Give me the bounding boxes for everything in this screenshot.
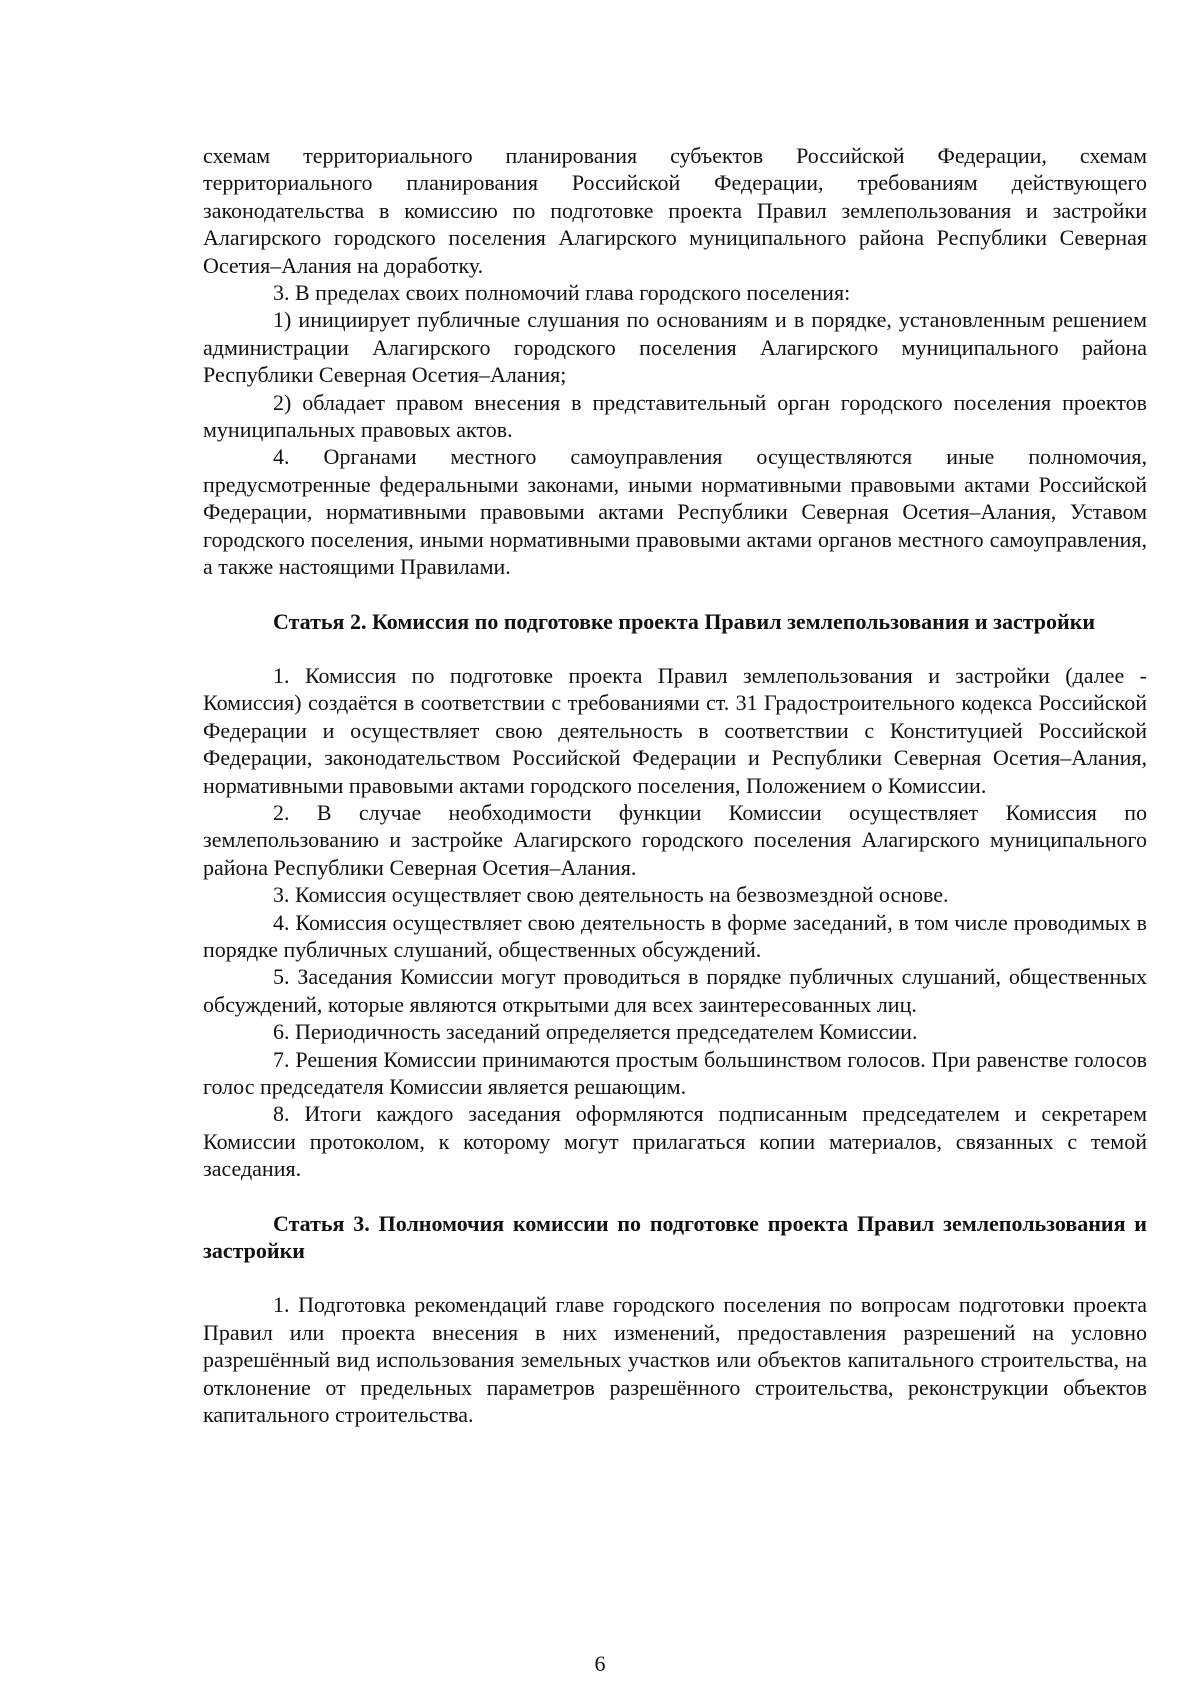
- article-2-paragraph-7: 7. Решения Комиссии принимаются простым большинством голосов. При равенстве голосов голос председателя Комиссии является решающим.: [203, 1046, 1147, 1099]
- article-3-paragraph-1: 1. Подготовка рекомендаций главе городского поселения по вопросам подготовки проекта Правил или проекта внесения в них изменений, предоставления разрешений на условно разрешённый вид использования земельных участков или объектов капитального строительства, на отклонение от предельных параметров разрешённого строительства, реконструкции объектов капитального строительства.: [203, 1292, 1147, 1428]
- article-2-paragraph-2: 2. В случае необходимости функции Комиссии осуществляет Комиссия по землепользованию и застройке Алагирского городского поселения Алагирского муниципального района Республики Северная Осетия–Алания.: [203, 799, 1147, 880]
- paragraph-subitem-1: 1) инициирует публичные слушания по основаниям и в порядке, установленным решением администрации Алагирского городского поселения Алагирского муниципального района Республики Северная Осетия–Алания;: [203, 307, 1147, 388]
- paragraph-continuation: схемам территориального планирования субъектов Российской Федерации, схемам территориального планирования Российской Федерации, требованиям действующего законодательства в комиссию по подготовке проекта Правил землепользования и застройки Алагирского городского поселения Алагирского муниципального района Республики Северная Осетия–Алания на доработку.: [203, 143, 1147, 278]
- article-2-paragraph-1: 1. Комиссия по подготовке проекта Правил землепользования и застройки (далее - Комиссия) создаётся в соответствии с требованиями ст. 31 Градостроительного кодекса Российской Федерации и осуществляет свою деятельность в соответствии с Конституцией Российской Федерации, законодательством Российской Федерации и Республики Северная Осетия–Алания, нормативными правовыми актами городского поселения, Положением о Комиссии.: [203, 662, 1147, 798]
- article-2-paragraph-3: 3. Комиссия осуществляет свою деятельность на безвозмездной основе.: [273, 882, 949, 908]
- paragraph-subitem-2: 2) обладает правом внесения в представительный орган городского поселения проектов муниципальных правовых актов.: [203, 389, 1147, 443]
- article-2-paragraph-8: 8. Итоги каждого заседания оформляются подписанным председателем и секретарем Комиссии протоколом, к которому могут прилагаться копии материалов, связанных с темой заседания.: [203, 1101, 1147, 1182]
- article-2-paragraph-4: 4. Комиссия осуществляет свою деятельность в форме заседаний, в том числе проводимых в порядке публичных слушаний, общественных обсуждений.: [203, 909, 1147, 962]
- article-3-heading: Статья 3. Полномочия комиссии по подготовке проекта Правил землепользования и застройки: [203, 1210, 1147, 1264]
- article-2-paragraph-6: 6. Периодичность заседаний определяется председателем Комиссии.: [273, 1019, 918, 1045]
- article-2-paragraph-5: 5. Заседания Комиссии могут проводиться в порядке публичных слушаний, общественных обсуждений, которые являются открытыми для всех заинтересованных лиц.: [203, 964, 1147, 1017]
- document-body: [203, 142, 1147, 1428]
- paragraph-item-4: 4. Органами местного самоуправления осуществляются иные полномочия, предусмотренные федеральными законами, иными нормативными правовыми актами Российской Федерации, нормативными правовыми актами Республики Северная Осетия–Алания, Уставом городского поселения, иными нормативными правовыми актами органов местного самоуправления, а также настоящими Правилами.: [203, 444, 1147, 580]
- page-number: 6: [594, 1651, 606, 1676]
- article-2-heading: Статья 2. Комиссия по подготовке проекта Правил землепользования и застройки: [273, 608, 1096, 634]
- paragraph-item-3: 3. В пределах своих полномочий глава городского поселения:: [273, 280, 851, 306]
